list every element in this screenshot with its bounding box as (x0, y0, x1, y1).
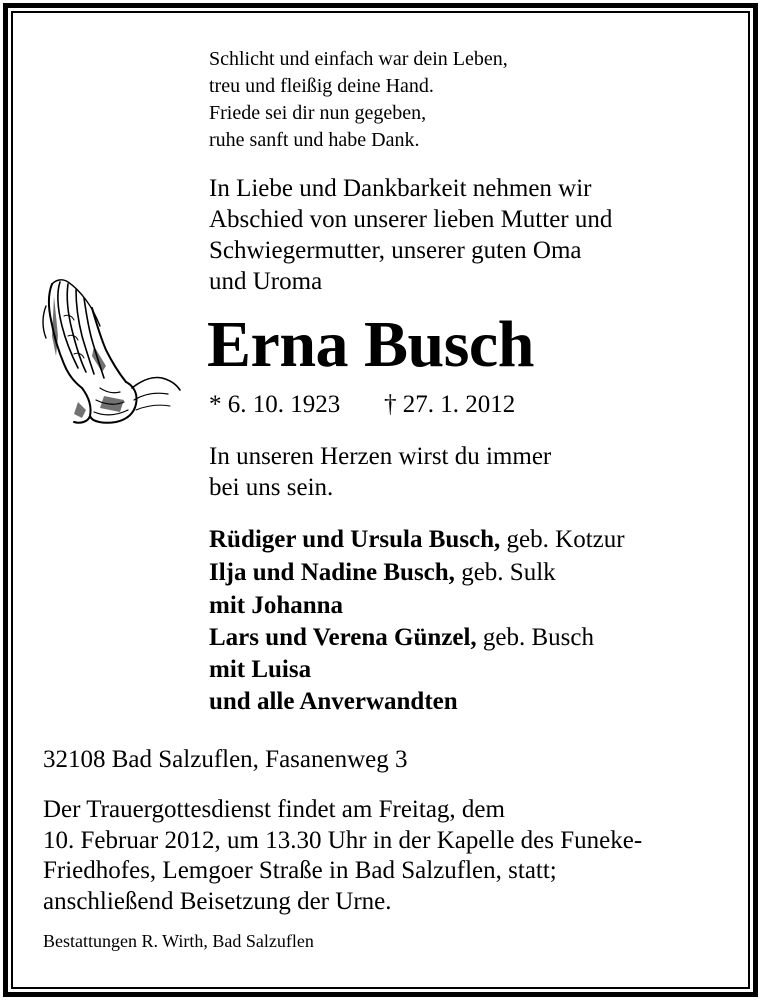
intro-line: In Liebe und Dankbarkeit nehmen wir (209, 175, 592, 202)
family-name: mit Luisa (209, 656, 312, 683)
family-line (209, 560, 556, 585)
poem-line: Schlicht und einfach war dein Leben, (209, 48, 508, 70)
undertaker: Bestattungen R. Wirth, Bad Salzuflen (43, 931, 314, 951)
praying-hands-icon (34, 276, 184, 426)
poem-line: treu und fleißig deine Hand. (209, 75, 434, 97)
service-line: anschließend Beisetzung der Urne. (43, 888, 392, 915)
poem-line: ruhe sanft und habe Dank. (209, 129, 420, 151)
family-line (209, 657, 311, 682)
quote-line: In unseren Herzen wirst du immer (209, 443, 552, 470)
family-line (209, 593, 343, 618)
family-name: Lars und Verena Günzel, (209, 624, 477, 651)
family-line (209, 527, 625, 552)
service-line: Der Trauergottesdienst findet am Freitag, dem (43, 796, 505, 823)
family-note: geb. Busch (476, 624, 595, 651)
death-date: † 27. 1. 2012 (384, 391, 516, 418)
service-line: Friedhofes, Lemgoer Straße in Bad Salzuflen, statt; (43, 857, 557, 884)
birth-date: * 6. 10. 1923 (209, 391, 341, 418)
family-note: geb. Sulk (454, 559, 556, 586)
quote-line: bei uns sein. (209, 474, 334, 501)
intro-line: Abschied von unserer lieben Mutter und (209, 206, 613, 233)
family-line (209, 625, 594, 650)
deceased-name: Erna Busch (207, 308, 534, 381)
family-line (209, 689, 458, 714)
poem-line: Friede sei dir nun gegeben, (209, 102, 427, 124)
family-note: geb. Kotzur (500, 526, 625, 553)
life-dates (209, 391, 516, 418)
address: 32108 Bad Salzuflen, Fasanenweg 3 (43, 746, 408, 773)
family-name: Ilja und Nadine Busch, (209, 559, 455, 586)
family-name: und alle Anverwandten (209, 688, 458, 715)
family-name: Rüdiger und Ursula Busch, (209, 526, 501, 553)
service-line: 10. Februar 2012, um 13.30 Uhr in der Kapelle des Funeke- (43, 827, 643, 854)
intro-line: Schwiegermutter, unserer guten Oma (209, 237, 582, 264)
family-name: mit Johanna (209, 592, 344, 619)
intro-line: und Uroma (209, 268, 323, 295)
